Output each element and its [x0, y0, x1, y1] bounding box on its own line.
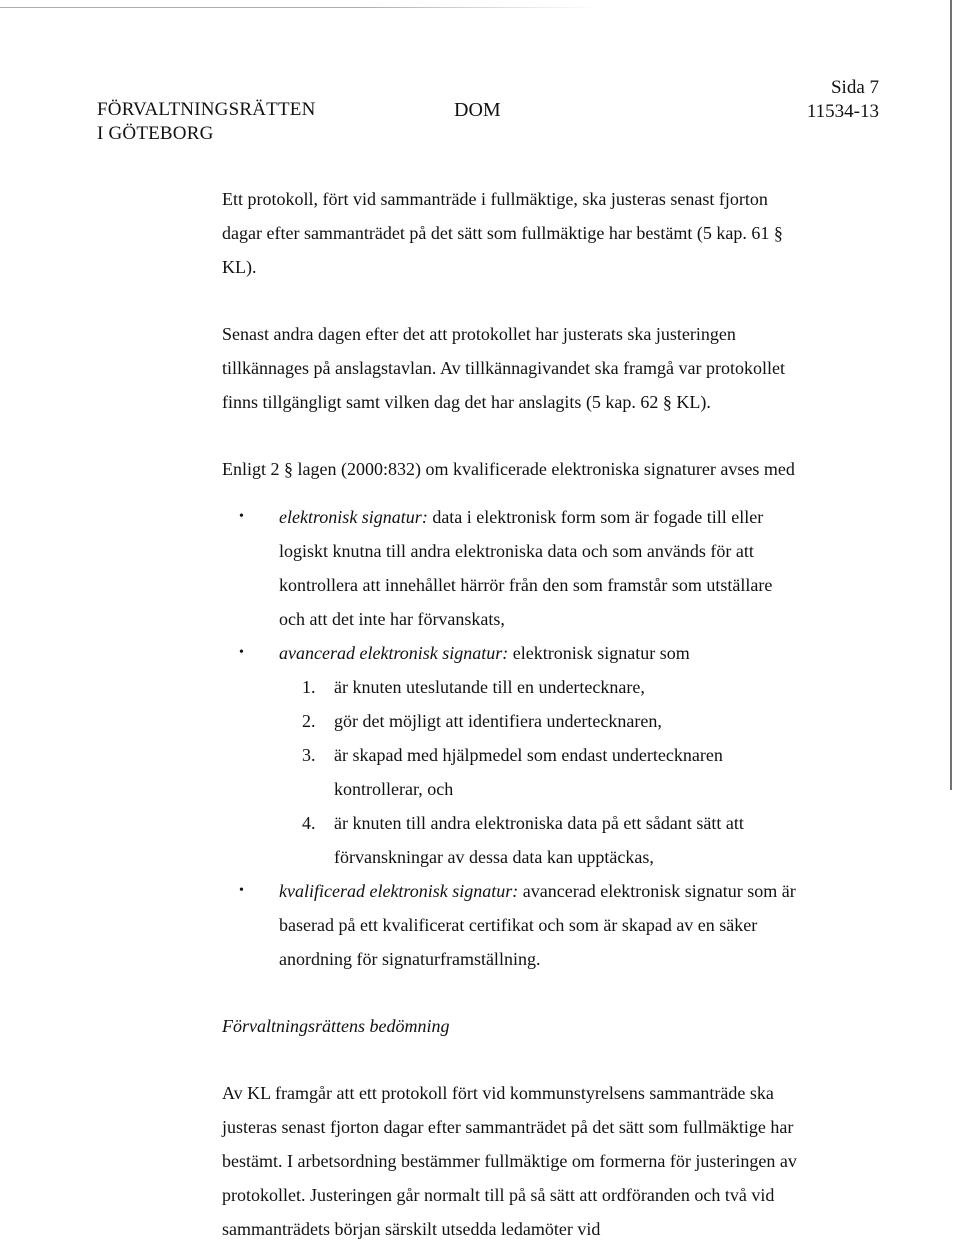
requirement-item: [279, 738, 802, 806]
document-type: DOM: [454, 99, 501, 121]
definition-term: elektronisk signatur:: [279, 507, 428, 527]
scan-edge-top: [0, 7, 600, 8]
court-name: [97, 98, 316, 146]
court-name-line1: FÖRVALTNINGSRÄTTEN: [97, 99, 316, 120]
paragraph-announcement: Senast andra dagen efter det att protokollet har justerats ska justeringen tillkännages på anslagstavlan. Av tillkännagivandet ska framgå var protokollet finns tillgängligt samt vilken dag det har anslagits (5 kap. 62 § KL).: [222, 324, 786, 412]
requirement-number: 1.: [302, 677, 316, 697]
bullet-icon: •: [239, 645, 244, 660]
requirement-text: är knuten till andra elektroniska data på ett sådant sätt att förvanskningar av dessa data kan upptäckas,: [334, 813, 744, 867]
definition-text: data i elektronisk form som är fogade till eller logiskt knutna till andra elektroniska data och som används för att kontrollera att innehållet härrör från den som framstår som utställare och att det inte har förvanskats,: [279, 507, 773, 629]
definition-item: [222, 874, 802, 976]
bullet-icon: •: [239, 883, 244, 898]
page-info: [807, 76, 879, 124]
definition-term: kvalificerad elektronisk signatur:: [279, 881, 519, 901]
requirement-item: [279, 670, 802, 704]
bullet-icon: •: [239, 509, 244, 524]
requirement-text: är knuten uteslutande till en undertecknare,: [334, 677, 645, 697]
paragraph-signature-law: Enligt 2 § lagen (2000:832) om kvalificerade elektroniska signaturer avses med: [222, 459, 795, 479]
definition-text: avancerad elektronisk signatur som är baserad på ett kvalificerat certifikat och som är skapad av en säker anordning för signaturframställning.: [279, 881, 796, 969]
definition-item: [222, 500, 802, 636]
requirement-number: 2.: [302, 711, 316, 731]
requirement-number: 4.: [302, 813, 316, 833]
definition-list: [222, 500, 802, 976]
paragraph-protocol-adjustment: Ett protokoll, fört vid sammanträde i fullmäktige, ska justeras senast fjorton dagar efter sammanträdet på det sätt som fullmäktige har bestämt (5 kap. 61 § KL).: [222, 189, 783, 277]
document-header: [97, 76, 897, 156]
requirement-item: [279, 704, 802, 738]
paragraph-assessment: Av KL framgår att ett protokoll fört vid kommunstyrelsens sammanträde ska justeras senast fjorton dagar efter sammanträdet på det sätt som fullmäktige har bestämt. I arbetsordning bestämmer fullmäktige om formerna för justeringen av protokollet. Justeringen går normalt till på så sätt att ordföranden och två vid sammanträdets början särskilt utsedda ledamöter vid: [222, 1083, 797, 1239]
requirement-list: [279, 670, 802, 874]
definition-item: [222, 636, 802, 874]
definition-term: avancerad elektronisk signatur:: [279, 643, 509, 663]
page-label: Sida 7: [830, 77, 879, 98]
case-number: 11534-13: [806, 101, 879, 122]
requirement-number: 3.: [302, 745, 316, 765]
requirement-text: gör det möjligt att identifiera undertecknaren,: [334, 711, 662, 731]
court-name-line2: I GÖTEBORG: [97, 123, 214, 144]
requirement-item: [279, 806, 802, 874]
definition-text: elektronisk signatur som: [508, 643, 690, 663]
requirement-text: är skapad med hjälpmedel som endast undertecknaren kontrollerar, och: [334, 745, 723, 799]
document-body: [222, 182, 802, 1246]
scan-edge-right: [950, 0, 952, 790]
section-heading: Förvaltningsrättens bedömning: [222, 1016, 450, 1036]
